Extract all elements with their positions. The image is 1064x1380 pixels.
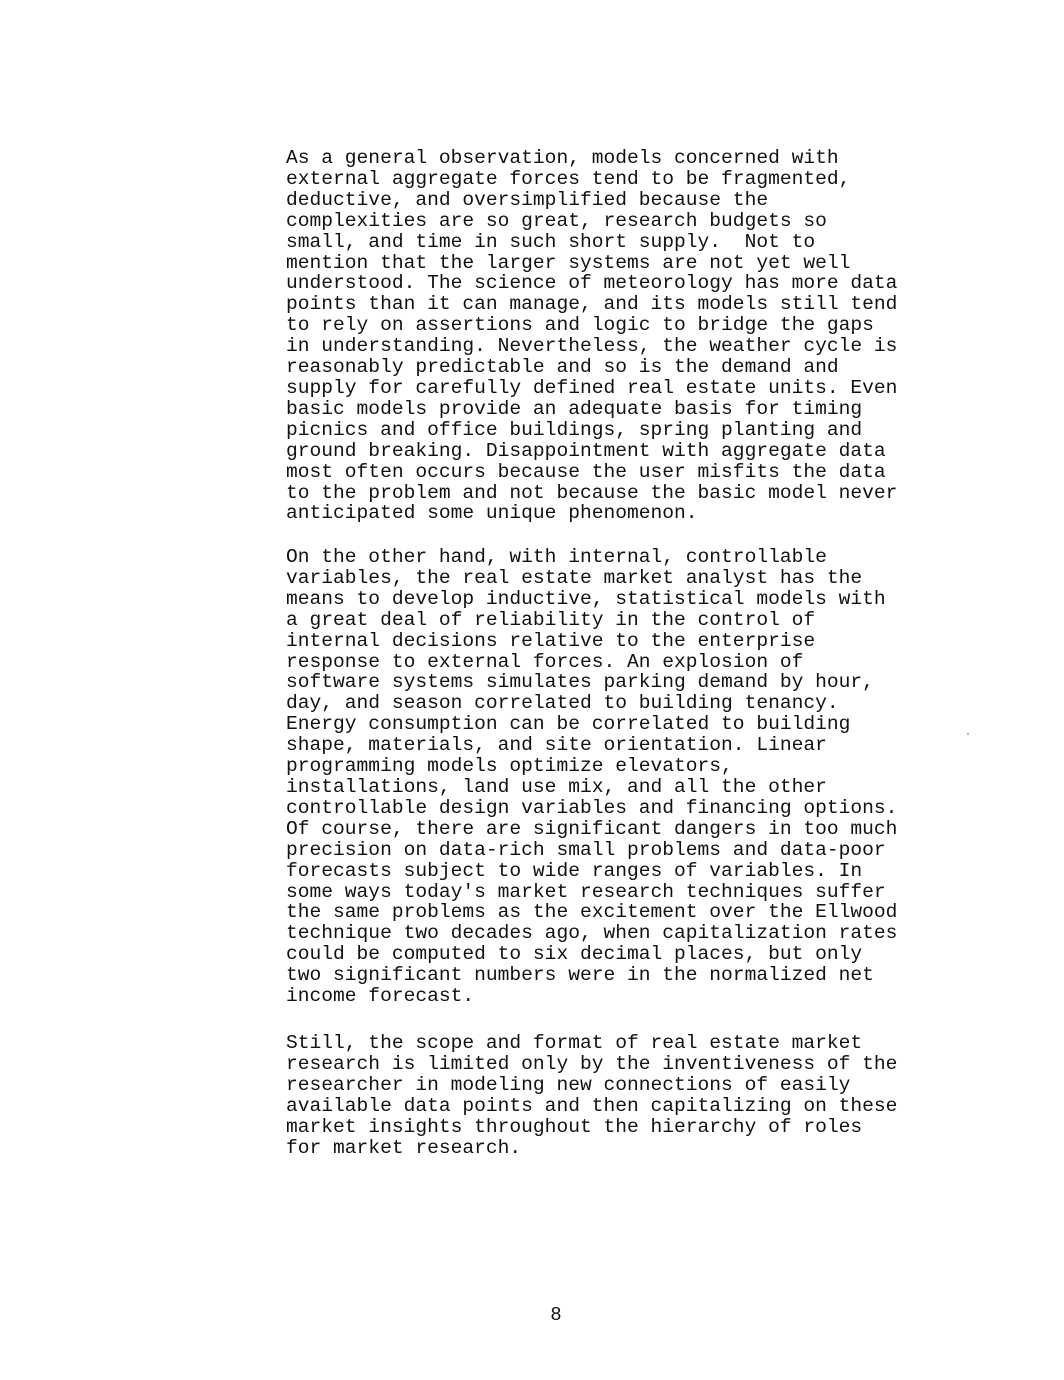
page-number: 8 [550,1304,562,1326]
scan-speck [967,733,969,735]
paragraph-controllable-variables: On the other hand, with internal, controllable variables, the real estate market analyst has the means to develop inductive, statistical models with a great deal of reliability in the control of internal decisions relative to the enterprise response to external forces. An explosion of software systems simulates parking demand by hour, day, and season correlated to building tenancy. Energy consumption can be correlated to building shape, materials, and site orientation. Linear programming models optimize elevators, installations, land use mix, and all the other controllable design variables and financing options. Of course, there are significant dangers in too much precision on data-rich small problems and data-poor forecasts subject to wide ranges of variables. In some ways today's market research techniques suffer the same problems as the excitement over the Ellwood technique two decades ago, when capitalization rates could be computed to six decimal places, but only two significant numbers were in the normalized net income forecast. [286,546,898,1008]
paragraph-scope-and-format: Still, the scope and format of real estate market research is limited only by the inventiveness of the researcher in modeling new connections of easily available data points and then capitalizing on these market insights throughout the hierarchy of roles for market research. [286,1032,898,1159]
paragraph-aggregate-models: As a general observation, models concerned with external aggregate forces tend to be fragmented, deductive, and oversimplified because the complexities are so great, research budgets so small, and time in such short supply. Not to mention that the larger systems are not yet well understood. The science of meteorology has more data points than it can manage, and its models still tend to rely on assertions and logic to bridge the gaps in understanding. Nevertheless, the weather cycle is reasonably predictable and so is the demand and supply for carefully defined real estate units. Even basic models provide an adequate basis for timing picnics and office buildings, spring planting and ground breaking. Disappointment with aggregate data most often occurs because the user misfits the data to the problem and not because the basic model never anticipated some unique phenomenon. [286,147,898,525]
